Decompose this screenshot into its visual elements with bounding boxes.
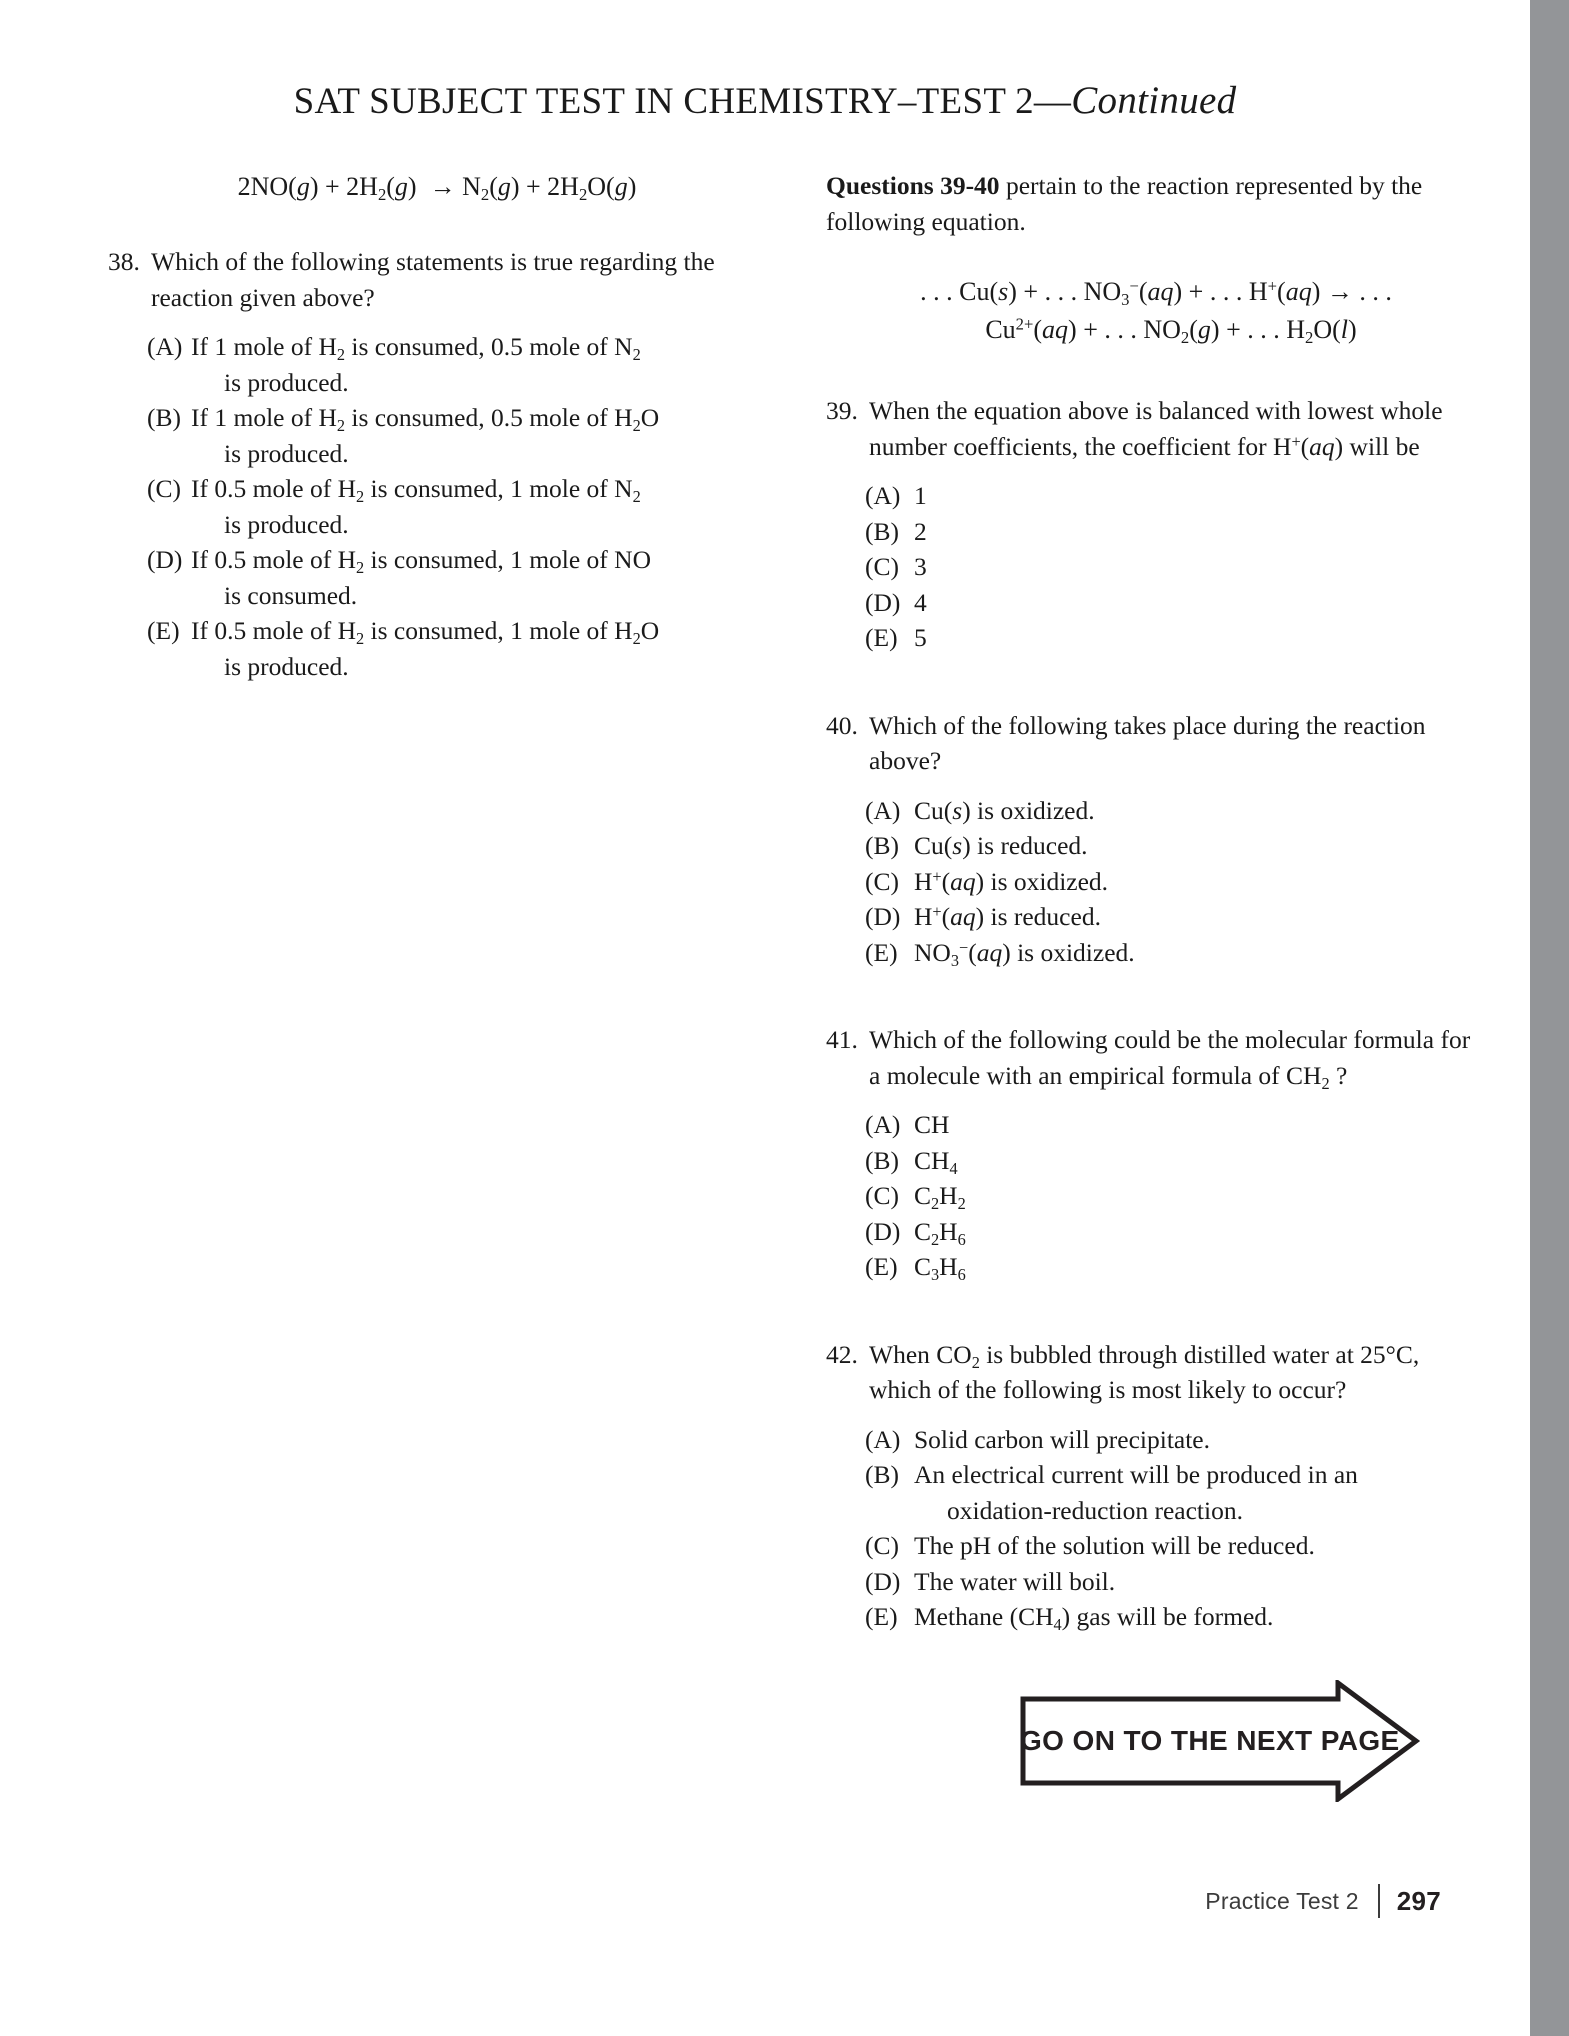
go-on-label: GO ON TO THE NEXT PAGE bbox=[1020, 1725, 1400, 1756]
questions-39-40-instruction bbox=[826, 168, 1486, 239]
question-41-choices bbox=[826, 1107, 1486, 1285]
choice-41-e-label: (E) bbox=[865, 1252, 898, 1281]
left-column bbox=[108, 168, 748, 720]
choice-38-d-label: (D) bbox=[147, 545, 183, 574]
question-42 bbox=[826, 1337, 1486, 1635]
choice-38-d-text: If 0.5 mole of $H_2$ is consumed, 1 mole of NO bbox=[191, 545, 652, 577]
question-40-stem bbox=[826, 708, 1486, 779]
choice-38-a-label: (A) bbox=[147, 332, 183, 361]
question-41-stem bbox=[826, 1022, 1486, 1093]
choice-41-c-text: $C_2H_2$ bbox=[914, 1181, 966, 1213]
choice-42-b-cont: oxidation-reduction reaction. bbox=[947, 1495, 1243, 1525]
choice-41-d-label: (D) bbox=[865, 1216, 901, 1246]
choice-41-c-label: (C) bbox=[865, 1181, 899, 1210]
choice-38-e-cont: is produced. bbox=[224, 651, 349, 681]
choice-42-d-text: The water will boil. bbox=[914, 1566, 1116, 1596]
choice-41-a-text: CH bbox=[914, 1110, 950, 1139]
page-header bbox=[0, 78, 1530, 123]
question-39 bbox=[826, 393, 1486, 656]
choice-39-b-label: (B) bbox=[865, 516, 899, 546]
question-39-stem bbox=[826, 393, 1486, 464]
question-42-stem bbox=[826, 1337, 1486, 1408]
choice-38-b-cont: is produced. bbox=[224, 438, 349, 468]
choice-40-e-label: (E) bbox=[865, 937, 898, 967]
choice-41-d-text: $C_2H_6$ bbox=[914, 1216, 966, 1249]
choice-41-b[interactable] bbox=[826, 1143, 1486, 1179]
question-42-text: When $CO_2$ is bubbled through distilled water at 25°C, which of the following is most likely to occur? bbox=[869, 1339, 1420, 1404]
question-42-choices bbox=[826, 1422, 1486, 1635]
choice-42-a[interactable] bbox=[826, 1422, 1486, 1458]
choice-39-c-text: 3 bbox=[914, 552, 927, 581]
choice-39-a-text: 1 bbox=[914, 481, 927, 510]
choice-40-c-label: (C) bbox=[865, 866, 899, 896]
footer-test-label: Practice Test 2 bbox=[1205, 1887, 1359, 1914]
page-header-continued: Continued bbox=[1071, 79, 1237, 122]
question-39-text: When the equation above is balanced with lowest whole number coefficients, the coefficient for H+(aq) will be bbox=[869, 396, 1443, 461]
choice-40-b[interactable] bbox=[826, 828, 1486, 864]
choice-41-a[interactable] bbox=[826, 1107, 1486, 1143]
choice-39-c[interactable] bbox=[826, 549, 1486, 585]
choice-39-d-text: 4 bbox=[914, 587, 927, 617]
choice-42-b[interactable] bbox=[826, 1457, 1486, 1528]
choice-39-a[interactable] bbox=[826, 478, 1486, 514]
choice-38-b[interactable] bbox=[108, 400, 748, 471]
question-40 bbox=[826, 708, 1486, 971]
question-40-number: 40. bbox=[826, 710, 858, 740]
choice-42-e-label: (E) bbox=[865, 1602, 898, 1631]
footer-page-number: 297 bbox=[1396, 1885, 1441, 1916]
question-41-number: 41. bbox=[826, 1025, 858, 1054]
choice-38-e[interactable] bbox=[108, 613, 748, 684]
question-40-text: Which of the following takes place during the reaction above? bbox=[869, 710, 1426, 775]
page-header-dash: — bbox=[1033, 81, 1072, 122]
choice-39-b-text: 2 bbox=[914, 516, 927, 546]
choice-42-a-label: (A) bbox=[865, 1424, 901, 1454]
choice-38-d-cont: is consumed. bbox=[224, 580, 358, 610]
choice-40-d[interactable] bbox=[826, 899, 1486, 935]
page-header-title: SAT SUBJECT TEST IN CHEMISTRY–TEST 2 bbox=[293, 81, 1034, 122]
go-on-banner bbox=[1020, 1680, 1420, 1802]
question-38-stem bbox=[108, 244, 748, 315]
choice-38-a-cont: is produced. bbox=[224, 367, 349, 397]
choice-40-a-text: Cu(s) is oxidized. bbox=[914, 795, 1095, 825]
choice-40-d-text: H+(aq) is reduced. bbox=[914, 901, 1101, 931]
choice-39-c-label: (C) bbox=[865, 552, 899, 581]
choice-38-d[interactable] bbox=[108, 542, 748, 613]
choice-38-c-label: (C) bbox=[147, 474, 181, 503]
reaction-equation-39-40: . . . Cu(s) + . . . $NO_3^-(aq)$ + . . . H+(aq) → . . . $Cu^{2+}(aq)$ + . . . $NO_2(g)$ + . . . $H_2O(l)$ bbox=[920, 276, 1392, 347]
choice-39-d[interactable] bbox=[826, 585, 1486, 621]
choice-40-c[interactable] bbox=[826, 864, 1486, 900]
question-41 bbox=[826, 1022, 1486, 1285]
reaction-equation-38: $2NO(g) + 2H_2(g) \to N_2(g) + 2H_2O(g)$ bbox=[237, 172, 637, 204]
choice-42-c[interactable] bbox=[826, 1528, 1486, 1564]
question-38 bbox=[108, 244, 748, 684]
choice-40-b-text: Cu(s) is reduced. bbox=[914, 831, 1088, 860]
choice-38-e-label: (E) bbox=[147, 616, 180, 645]
choice-41-d[interactable] bbox=[826, 1214, 1486, 1250]
question-38-choices bbox=[108, 329, 748, 684]
footer-divider bbox=[1378, 1884, 1380, 1918]
choice-42-d[interactable] bbox=[826, 1564, 1486, 1600]
choice-42-b-label: (B) bbox=[865, 1460, 899, 1489]
question-39-choices bbox=[826, 478, 1486, 656]
right-column bbox=[826, 168, 1486, 1671]
choice-42-e-text: Methane $(CH_4)$ gas will be formed. bbox=[914, 1602, 1274, 1634]
choice-38-b-label: (B) bbox=[147, 403, 181, 432]
choice-39-e[interactable] bbox=[826, 620, 1486, 656]
choice-41-b-text: $CH_4$ bbox=[914, 1145, 958, 1178]
question-39-number: 39. bbox=[826, 396, 858, 425]
choice-42-c-label: (C) bbox=[865, 1531, 899, 1560]
choice-38-a-text: If 1 mole of $H_2$ is consumed, 0.5 mole of $N_2$ bbox=[191, 332, 641, 364]
choice-39-e-text: 5 bbox=[914, 623, 927, 652]
choice-40-d-label: (D) bbox=[865, 902, 901, 931]
choice-42-d-label: (D) bbox=[865, 1566, 901, 1596]
question-38-text: Which of the following statements is true regarding the reaction given above? bbox=[151, 247, 715, 312]
instruction-rest: pertain to the reaction represented by the following equation. bbox=[826, 171, 1423, 236]
choice-41-e-text: $C_3H_6$ bbox=[914, 1252, 966, 1284]
right-edge-gray-bar bbox=[1530, 0, 1569, 2036]
choice-38-a[interactable] bbox=[108, 329, 748, 400]
choice-39-a-label: (A) bbox=[865, 481, 901, 510]
choice-40-e[interactable] bbox=[826, 935, 1486, 971]
question-42-number: 42. bbox=[826, 1339, 858, 1369]
choice-42-a-text: Solid carbon will precipitate. bbox=[914, 1424, 1211, 1454]
choice-40-e-text: $NO_3^-(aq)$ is oxidized. bbox=[914, 937, 1135, 970]
instruction-bold-range: Questions 39-40 bbox=[826, 171, 1000, 200]
choice-39-d-label: (D) bbox=[865, 587, 901, 617]
page-footer bbox=[1205, 1884, 1441, 1918]
choice-38-c-text: If 0.5 mole of $H_2$ is consumed, 1 mole of $N_2$ bbox=[191, 474, 641, 506]
choice-38-b-text: If 1 mole of $H_2$ is consumed, 0.5 mole of $H_2O$ bbox=[191, 403, 660, 435]
choice-38-e-text: If 0.5 mole of $H_2$ is consumed, 1 mole of $H_2O$ bbox=[191, 616, 660, 648]
choice-42-c-text: The pH of the solution will be reduced. bbox=[914, 1531, 1315, 1560]
choice-38-c-cont: is produced. bbox=[224, 509, 349, 539]
choice-41-c[interactable] bbox=[826, 1178, 1486, 1214]
question-40-choices bbox=[826, 793, 1486, 971]
choice-39-b[interactable] bbox=[826, 514, 1486, 550]
choice-39-e-label: (E) bbox=[865, 623, 898, 652]
choice-41-b-label: (B) bbox=[865, 1145, 899, 1175]
choice-40-a-label: (A) bbox=[865, 795, 901, 825]
choice-40-b-label: (B) bbox=[865, 831, 899, 860]
choice-40-c-text: H+(aq) is oxidized. bbox=[914, 866, 1109, 896]
question-41-text: Which of the following could be the molecular formula for a molecule with an empirical formula of $CH_2$ ? bbox=[869, 1025, 1471, 1093]
choice-41-a-label: (A) bbox=[865, 1110, 901, 1139]
question-38-number: 38. bbox=[108, 247, 140, 276]
choice-40-a[interactable] bbox=[826, 793, 1486, 829]
choice-42-b-text: An electrical current will be produced in an bbox=[914, 1460, 1358, 1489]
choice-42-e[interactable] bbox=[826, 1599, 1486, 1635]
choice-41-e[interactable] bbox=[826, 1249, 1486, 1285]
choice-38-c[interactable] bbox=[108, 471, 748, 542]
